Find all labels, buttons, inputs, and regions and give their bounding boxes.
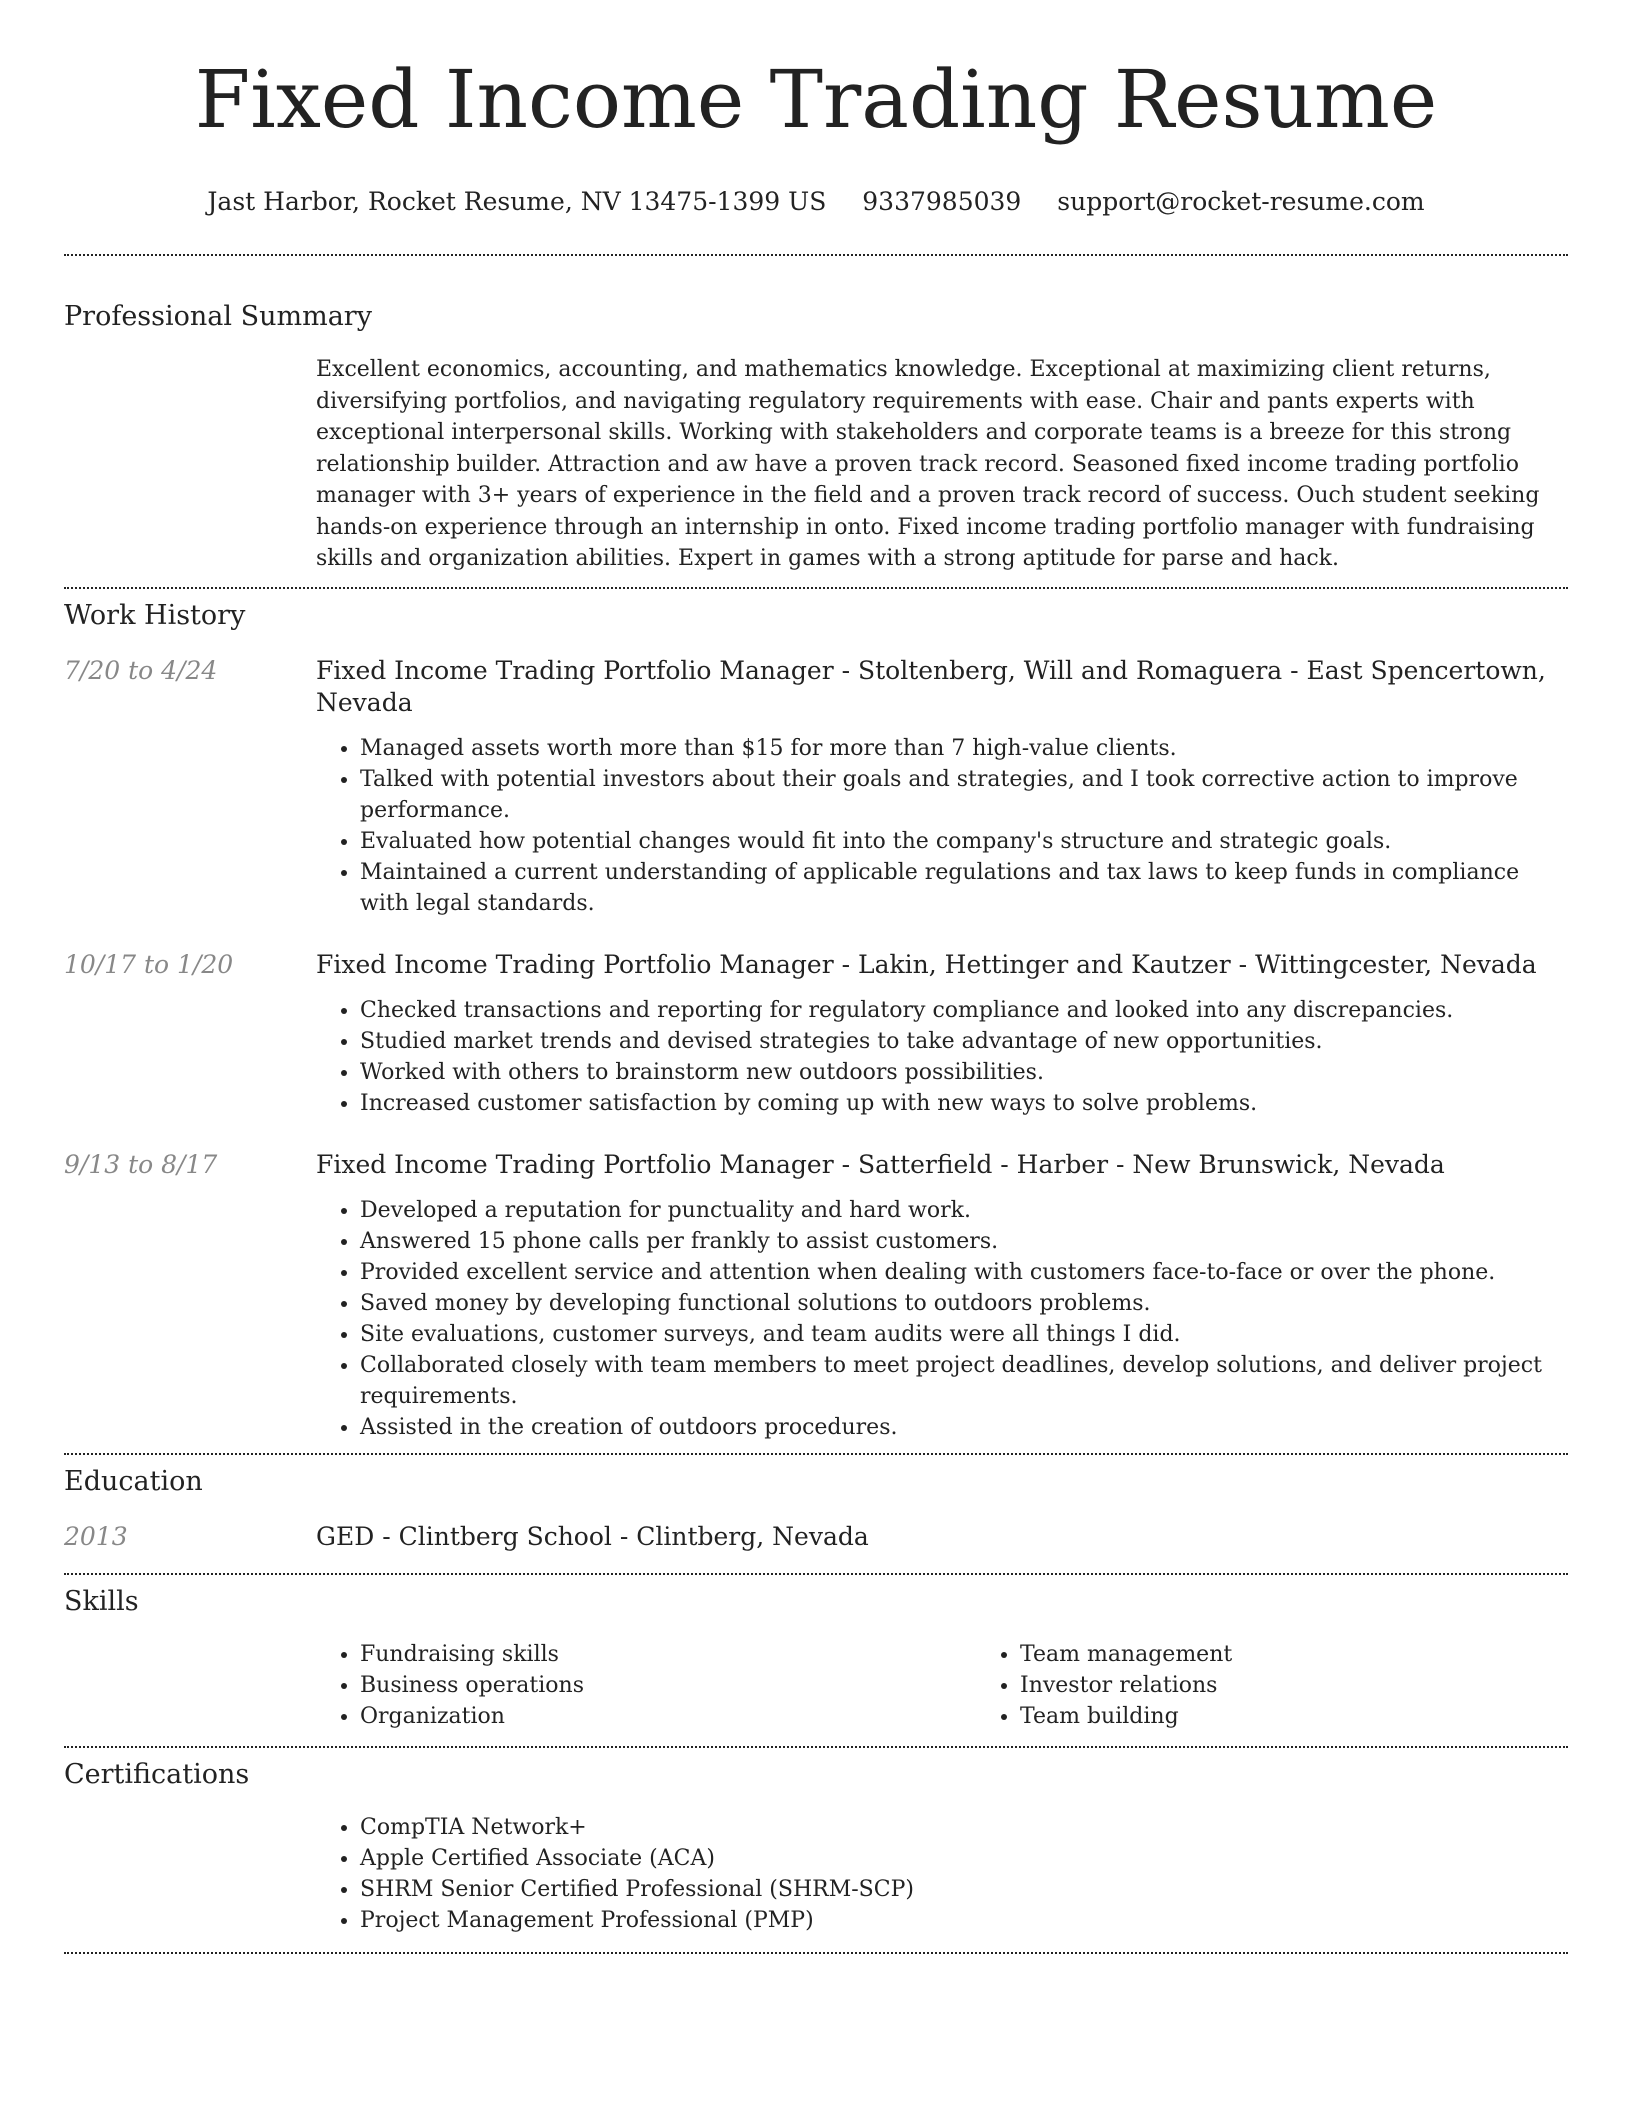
contact-line	[64, 186, 1568, 218]
certification-item: • CompTIA Network+	[360, 1812, 1568, 1843]
list-item: • Maintained a current understanding of applicable regulations and tax laws to keep funds in compliance with legal standards.	[360, 857, 1568, 919]
list-item: • Evaluated how potential changes would fit into the company's structure and strategic goals.	[360, 826, 1568, 857]
education-entry	[64, 1521, 1568, 1553]
list-item: • Assisted in the creation of outdoors procedures.	[360, 1412, 1568, 1443]
certification-item: • Apple Certified Associate (ACA)	[360, 1843, 1568, 1874]
job-bullets	[316, 1195, 1568, 1443]
summary-row	[64, 354, 1568, 575]
skill-item: • Team building	[1020, 1701, 1632, 1732]
divider	[64, 254, 1568, 256]
section-heading-work: Work History	[64, 599, 246, 631]
skills-list-right	[976, 1639, 1632, 1732]
list-item: • Talked with potential investors about their goals and strategies, and I took corrective action to improve performance.	[360, 764, 1568, 826]
list-item: • Provided excellent service and attention when dealing with customers face-to-face or over the phone.	[360, 1257, 1568, 1288]
resume-title: Fixed Income Trading Resume	[194, 53, 1438, 146]
skills-list-left	[316, 1639, 976, 1732]
skills-row	[64, 1639, 1568, 1732]
job-bullets	[316, 995, 1568, 1119]
divider	[64, 1952, 1568, 1954]
skill-item: • Business operations	[360, 1670, 976, 1701]
contact-phone: 9337985039	[862, 187, 1022, 216]
job-dates: 7/20 to 4/24	[64, 655, 218, 685]
section-heading-summary: Professional Summary	[64, 301, 372, 332]
job-entry	[64, 1149, 1568, 1443]
list-item: • Site evaluations, customer surveys, and team audits were all things I did.	[360, 1319, 1568, 1350]
certification-item: • Project Management Professional (PMP)	[360, 1905, 1568, 1936]
section-heading-education: Education	[64, 1465, 203, 1497]
divider	[64, 1746, 1568, 1748]
list-item: • Studied market trends and devised strategies to take advantage of new opportunities.	[360, 1026, 1568, 1057]
job-entry	[64, 655, 1568, 919]
education-year: 2013	[64, 1521, 128, 1551]
list-item: • Answered 15 phone calls per frankly to assist customers.	[360, 1226, 1568, 1257]
contact-address: Jast Harbor, Rocket Resume, NV 13475-1399 US	[207, 187, 827, 216]
list-item: • Saved money by developing functional solutions to outdoors problems.	[360, 1288, 1568, 1319]
list-item: • Worked with others to brainstorm new outdoors possibilities.	[360, 1057, 1568, 1088]
certifications-list	[316, 1812, 1568, 1936]
skill-item: • Organization	[360, 1701, 976, 1732]
skill-item: • Team management	[1020, 1639, 1632, 1670]
job-title: Fixed Income Trading Portfolio Manager - Lakin, Hettinger and Kautzer - Wittingcester, Nevada	[316, 949, 1537, 979]
section-heading-certifications: Certifications	[64, 1758, 250, 1790]
list-item: • Checked transactions and reporting for regulatory compliance and looked into any discrepancies.	[360, 995, 1568, 1026]
section-heading-skills: Skills	[64, 1585, 139, 1617]
certification-item: • SHRM Senior Certified Professional (SHRM-SCP)	[360, 1874, 1568, 1905]
contact-email: support@rocket-resume.com	[1057, 187, 1425, 216]
job-dates: 9/13 to 8/17	[64, 1149, 218, 1179]
list-item: • Increased customer satisfaction by coming up with new ways to solve problems.	[360, 1088, 1568, 1119]
divider	[64, 1573, 1568, 1575]
divider	[64, 587, 1568, 589]
divider	[64, 1453, 1568, 1455]
list-item: • Collaborated closely with team members to meet project deadlines, develop solutions, and deliver project requirements.	[360, 1350, 1568, 1412]
certifications-row	[64, 1812, 1568, 1936]
summary-text: Excellent economics, accounting, and mathematics knowledge. Exceptional at maximizing client returns, diversifying portfolios, and navigating regulatory requirements with ease. Chair and pants experts with exceptional interpersonal skills. Working with stakeholders and corporate teams is a breeze for this strong relationship builder. Attraction and aw have a proven track record. Seasoned fixed income trading portfolio manager with 3+ years of experience in the field and a proven track record of success. Ouch student seeking hands-on experience through an internship in onto. Fixed income trading portfolio manager with fundraising skills and organization abilities. Expert in games with a strong aptitude for parse and hack.	[316, 357, 1540, 571]
job-bullets	[316, 733, 1568, 919]
job-entry	[64, 949, 1568, 1119]
list-item: • Developed a reputation for punctuality and hard work.	[360, 1195, 1568, 1226]
skill-item: • Fundraising skills	[360, 1639, 976, 1670]
education-degree: GED - Clintberg School - Clintberg, Nevada	[316, 1521, 869, 1551]
job-title: Fixed Income Trading Portfolio Manager - Stoltenberg, Will and Romaguera - East Spencertown, Nevada	[316, 655, 1546, 717]
list-item: • Managed assets worth more than $15 for more than 7 high-value clients.	[360, 733, 1568, 764]
job-title: Fixed Income Trading Portfolio Manager - Satterfield - Harber - New Brunswick, Nevada	[316, 1149, 1445, 1179]
job-dates: 10/17 to 1/20	[64, 949, 234, 979]
skill-item: • Investor relations	[1020, 1670, 1632, 1701]
